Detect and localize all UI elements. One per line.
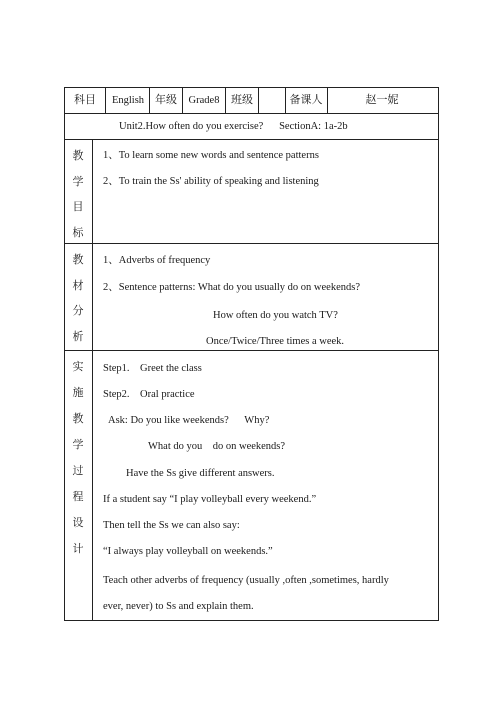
process-label-char: 计 (72, 543, 84, 555)
materials-line: 1、Adverbs of frequency (103, 255, 211, 266)
objective-item: 2、To train the Ss' ability of speaking and listening (103, 176, 319, 187)
preparer-label: 备课人 (289, 94, 323, 106)
grade-label: 年级 (155, 94, 177, 106)
header-col-divider (182, 87, 183, 113)
table-border-right (438, 87, 439, 621)
process-line: What do you do on weekends? (148, 441, 286, 452)
materials-divider (64, 350, 439, 351)
unit-row-divider (64, 139, 439, 140)
process-line: “I always play volleyball on weekends.” (103, 546, 273, 557)
materials-line: Once/Twice/Three times a week. (206, 336, 345, 347)
objectives-label-char: 标 (72, 227, 84, 239)
objectives-label-char: 目 (72, 201, 84, 213)
materials-label-char: 教 (72, 254, 84, 266)
process-label-char: 程 (72, 491, 84, 503)
grade-value: Grade8 (188, 95, 220, 106)
process-line: If a student say “I play volleyball every weekend.” (103, 494, 317, 505)
objectives-label-char: 学 (72, 176, 84, 188)
process-line: Step2. Oral practice (103, 389, 195, 400)
table-border-bottom (64, 620, 439, 621)
label-column-divider-1 (92, 139, 93, 621)
process-line: Ask: Do you like weekends? Why? (108, 415, 270, 426)
subject-value: English (111, 95, 145, 106)
table-border-top (64, 87, 439, 88)
process-label-char: 施 (72, 387, 84, 399)
process-line: Teach other adverbs of frequency (usually ,often ,sometimes, hardly (103, 575, 389, 586)
process-label-char: 过 (72, 465, 84, 477)
unit-title: Unit2.How often do you exercise? SectionA: 1a-2b (119, 121, 348, 132)
process-label (64, 350, 92, 620)
materials-line: 2、Sentence patterns: What do you usually do on weekends? (103, 282, 360, 293)
process-label-char: 教 (72, 413, 84, 425)
header-col-divider (258, 87, 259, 113)
materials-label-char: 析 (72, 331, 84, 343)
header-col-divider (285, 87, 286, 113)
process-line: Have the Ss give different answers. (126, 468, 275, 479)
objectives-label (64, 139, 92, 243)
header-row-divider (64, 113, 439, 114)
class-label: 班级 (231, 94, 253, 106)
objective-item: 1、To learn some new words and sentence patterns (103, 150, 319, 161)
process-label-char: 设 (72, 517, 84, 529)
materials-label (64, 243, 92, 350)
objectives-divider (64, 243, 439, 244)
process-label-char: 实 (72, 361, 84, 373)
header-col-divider (149, 87, 150, 113)
header-col-divider (105, 87, 106, 113)
process-line: ever, never) to Ss and explain them. (103, 601, 254, 612)
subject-label: 科目 (74, 94, 96, 106)
objectives-label-char: 教 (72, 150, 84, 162)
header-col-divider (225, 87, 226, 113)
preparer-value: 赵一妮 (365, 94, 399, 106)
process-line: Step1. Greet the class (103, 363, 202, 374)
process-line: Then tell the Ss we can also say: (103, 520, 240, 531)
materials-label-char: 材 (72, 280, 84, 292)
materials-label-char: 分 (72, 305, 84, 317)
materials-line: How often do you watch TV? (213, 310, 338, 321)
process-label-char: 学 (72, 439, 84, 451)
header-col-divider (327, 87, 328, 113)
